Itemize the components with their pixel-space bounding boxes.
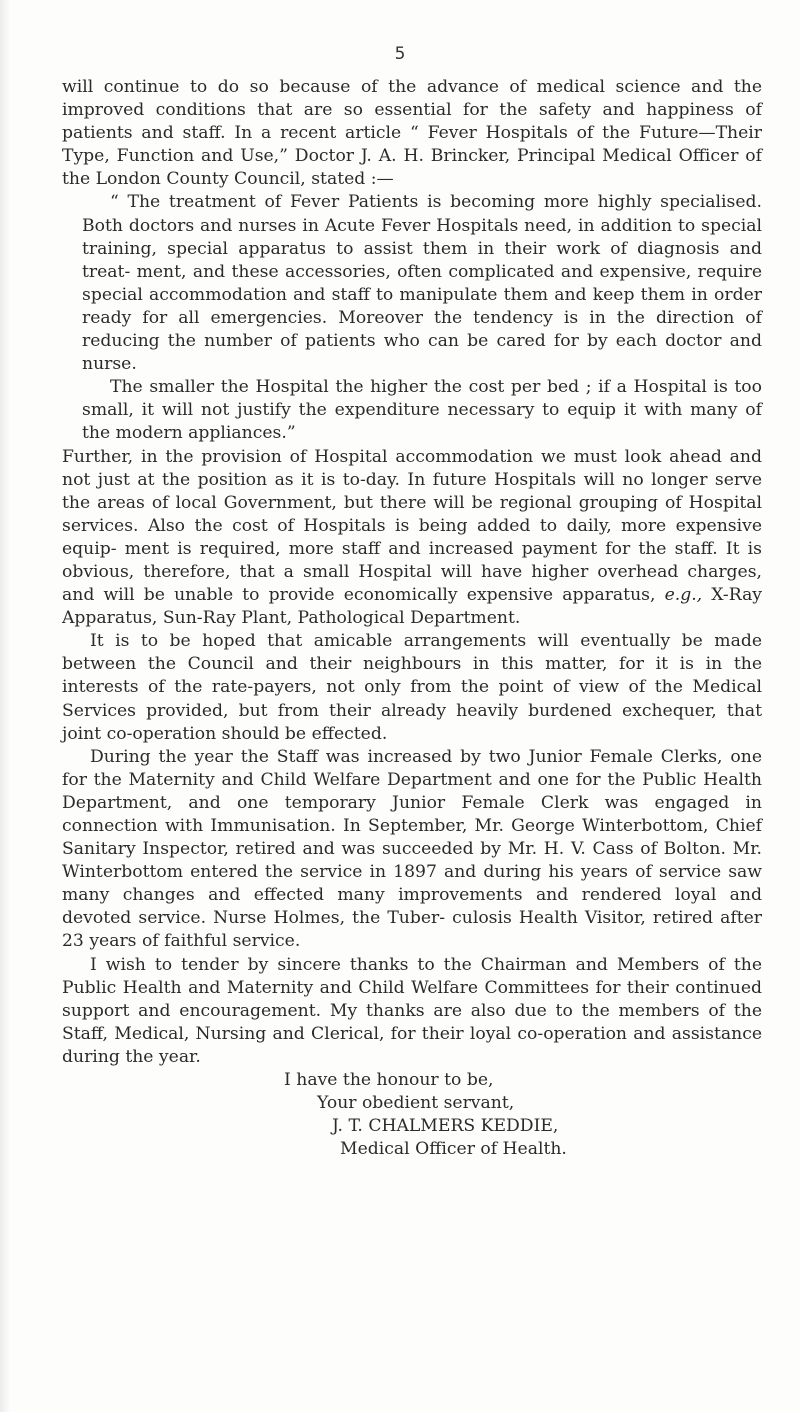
page-number: 5: [394, 44, 406, 64]
sign-off-honour: I have the honour to be,: [284, 1070, 494, 1091]
page-edge-shadow: [0, 0, 10, 1412]
paragraph-regional-grouping-tail: X-Ray Apparatus, Sun-Ray Plant, Pathological Department.: [62, 585, 763, 629]
paragraph-thanks: I wish to tender by sincere thanks to the Chairman and Members of the Public Health and Maternity and Child Welfare Committees for their continued support and encouragement. My thanks are also due to the members of the Staff, Medical, Nursing and Clerical, for their loyal co-operation and assistance during the year.: [62, 954, 762, 1067]
quote-paragraph-2: The smaller the Hospital the higher the cost per bed ; if a Hospital is too small, it will not justify the expenditure necessary to equip it with many of the modern appliances.”: [82, 377, 762, 444]
sign-off-name: J. T. CHALMERS KEDDIE,: [332, 1116, 559, 1137]
body-text: [62, 76, 762, 1161]
paragraph-amicable-arrangements: It is to be hoped that amicable arrangements will eventually be made between the Council and their neighbours in this matter, for it is in the interests of the rate-payers, not only from the point of view of the Medical Services provided, but from their already heavily burdened exchequer, that joint co-operation should be effected.: [62, 631, 762, 744]
sign-off-servant: Your obedient servant,: [317, 1093, 515, 1114]
quote-paragraph-1: “ The treatment of Fever Patients is becoming more highly specialised. Both doctors and nurses in Acute Fever Hospitals need, in addition to special training, special apparatus to assist them in their work of diagnosis and treat- ment, and these accessories, often complicated and expensive, require special accommodation and staff to manipulate them and keep them in order ready for all emergencies. Moreover the tendency is in the direction of reducing the number of patients who can be cared for by each doctor and nurse.: [82, 192, 762, 375]
paragraph-regional-grouping-text: Further, in the provision of Hospital accommodation we must look ahead and not just at the position as it is to-day. In future Hospitals will no longer serve the areas of local Government, but there will be regional grouping of Hospital services. Also the cost of Hospitals is being added to daily, more expensive equip- ment is required, more staff and increased payment for the staff. It is obvious, therefore, that a small Hospital will have higher overhead charges, and will be unable to provide economically expensive apparatus,: [62, 446, 762, 606]
eg-abbreviation: e.g.,: [664, 585, 703, 606]
paragraph-regional-grouping: [62, 446, 762, 631]
paragraph-intro: will continue to do so because of the advance of medical science and the improved conditions that are so essential for the safety and happiness of patients and staff. In a recent article “ Fever Hospitals of the Future—Their Type, Function and Use,” Doctor J. A. H. Brincker, Principal Medical Officer of the London County Council, stated :—: [62, 77, 762, 190]
paragraph-staff-changes: During the year the Staff was increased by two Junior Female Clerks, one for the Maternity and Child Welfare Department and one for the Public Health Department, and one temporary Junior Female Clerk was engaged in connection with Immunisation. In September, Mr. George Winterbottom, Chief Sanitary Inspector, retired and was succeeded by Mr. H. V. Cass of Bolton. Mr. Winterbottom entered the service in 1897 and during his years of service saw many changes and effected many improvements and rendered loyal and devoted service. Nurse Holmes, the Tuber- culosis Health Visitor, retired after 23 years of faithful service.: [62, 746, 762, 952]
sign-off-title: Medical Officer of Health.: [340, 1139, 567, 1160]
